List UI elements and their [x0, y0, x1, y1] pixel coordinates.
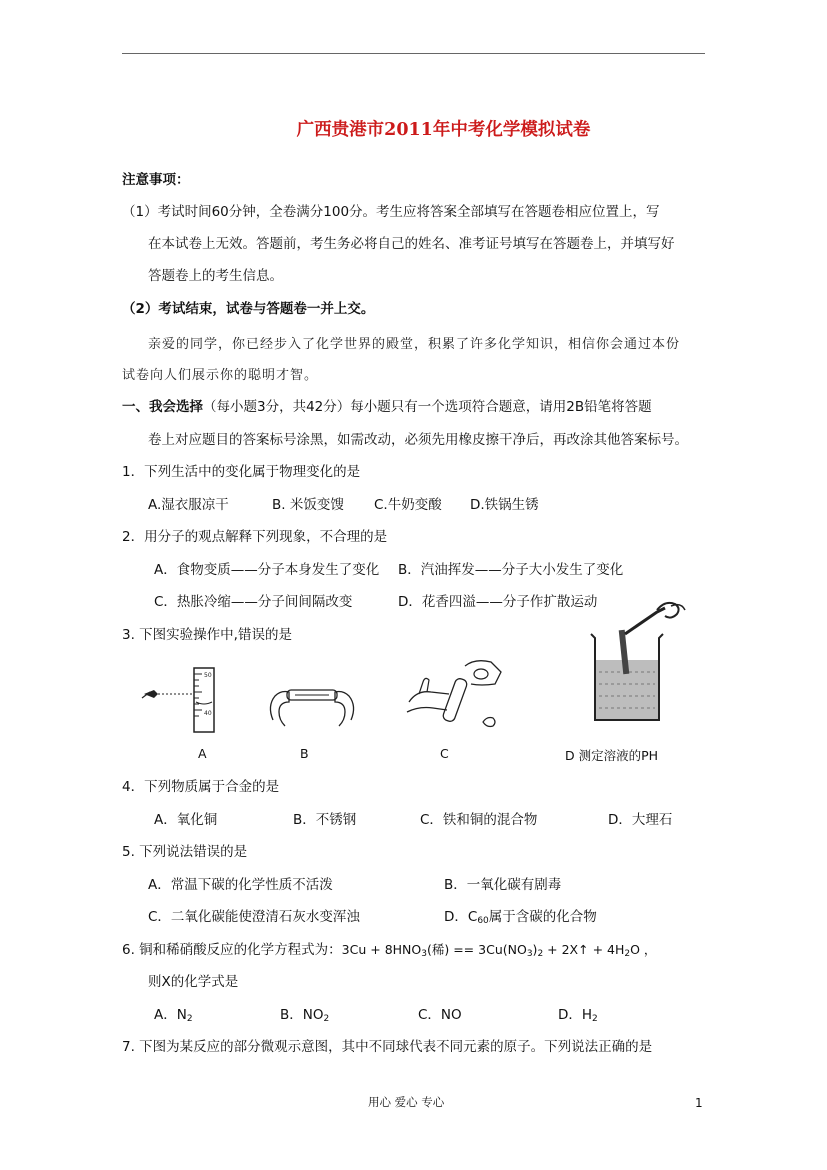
figure-b-test-tube	[265, 680, 360, 730]
q6-b-sub: 2	[323, 1014, 330, 1024]
q5-option-c: C．二氧化碳能使澄清石灰水变浑浊	[148, 909, 360, 925]
section1-number: 一、	[122, 399, 149, 415]
q6-option-c: C．NO	[418, 1007, 462, 1023]
eq-part: (稀) == 3Cu(NO	[426, 942, 527, 957]
eq-sub: 2	[537, 949, 544, 959]
q4-option-a: A．氧化铜	[154, 812, 218, 828]
q6-option-b	[280, 1006, 329, 1028]
page-title: 广西贵港市2011年中考化学模拟试卷	[296, 120, 591, 140]
notice-item1-line1: （1）考试时间60分钟，全卷满分100分。考生应将答案全部填写在答题卷相应位置上，写	[122, 204, 660, 220]
notice-item1-line3: 答题卷上的考生信息。	[148, 268, 283, 284]
section1-name: 我会选择	[149, 399, 203, 415]
q2-option-d: D．花香四溢——分子作扩散运动	[398, 594, 598, 610]
notice-item2: （2）考试结束，试卷与答题卷一并上交。	[122, 301, 375, 317]
notice-item1-line2: 在本试卷上无效。答题前，考生务必将自己的姓名、准考证号填写在答题卷上，并填写好	[148, 236, 675, 252]
figure-b-label: B	[300, 746, 309, 761]
intro-line1: 亲爱的同学，你已经步入了化学世界的殿堂，积累了许多化学知识，相信你会通过本份	[148, 337, 681, 352]
q4-option-b: B．不锈钢	[293, 812, 357, 828]
q6-a-sub: 2	[186, 1014, 193, 1024]
q1-option-d: D.铁锅生锈	[470, 497, 539, 513]
figure-a-scale-bottom: 40	[204, 710, 212, 717]
q2-stem: 2．用分子的观点解释下列现象，不合理的是	[122, 529, 388, 545]
figure-c-label: C	[440, 746, 449, 761]
q6-stem	[122, 941, 656, 963]
q4-stem: 4．下列物质属于合金的是	[122, 779, 280, 795]
footer-text: 用心 爱心 专心	[368, 1095, 445, 1109]
figure-c-adding-solid	[405, 654, 505, 732]
q4-option-c: C．铁和铜的混合物	[420, 812, 538, 828]
q6-d-text: D．H	[558, 1007, 593, 1023]
q5-option-a: A．常温下碳的化学性质不活泼	[148, 877, 333, 893]
section1-desc: （每小题3分，共42分）每小题只有一个选项符合题意，请用2B铅笔将答题	[203, 399, 652, 415]
q5-option-b: B．一氧化碳有剧毒	[444, 877, 562, 893]
figure-d-label: D 测定溶液的PH	[565, 748, 659, 763]
eq-sub: 2	[624, 949, 631, 959]
eq-part: O ，	[630, 942, 657, 957]
eq-part: + 4H	[588, 942, 625, 957]
q2-option-b: B．汽油挥发——分子大小发生了变化	[398, 562, 624, 578]
q6-option-a	[154, 1006, 193, 1028]
q5-option-d	[444, 908, 597, 930]
figure-a-scale-top: 50	[204, 672, 212, 679]
notice-heading: 注意事项：	[122, 172, 190, 188]
header-rule	[122, 53, 705, 54]
q6-d-sub: 2	[592, 1014, 598, 1024]
q6-stem2: 则X的化学式是	[148, 974, 239, 990]
q5-d-prefix: D．C	[444, 909, 478, 925]
eq-sub: 3	[421, 949, 427, 959]
q6-equation	[342, 942, 657, 957]
eq-part: )	[532, 942, 538, 957]
q4-option-d: D．大理石	[608, 812, 673, 828]
q1-option-b: B. 米饭变馊	[272, 497, 344, 513]
intro-line2: 试卷向人们展示你的聪明才智。	[122, 368, 319, 383]
q5-d-sub: 60	[477, 916, 489, 926]
eq-part: + 2X	[543, 942, 579, 957]
page-number: 1	[695, 1096, 703, 1110]
q6-option-d	[558, 1006, 598, 1028]
section1-heading	[122, 398, 652, 416]
section1-desc-line2: 卷上对应题目的答案标号涂黑，如需改动，必须先用橡皮擦干净后，再改涂其他答案标号。	[148, 432, 688, 448]
q3-stem: 3. 下图实验操作中,错误的是	[122, 627, 292, 643]
figure-a-label: A	[198, 746, 207, 761]
q6-stem-text: 6. 铜和稀硝酸反应的化学方程式为：	[122, 942, 342, 958]
figure-a-cylinder-reading	[140, 664, 225, 734]
q6-b-text: B．NO	[280, 1007, 324, 1023]
figure-d-ph-test	[585, 600, 695, 740]
q1-stem: 1．下列生活中的变化属于物理变化的是	[122, 464, 361, 480]
gas-arrow-icon: ↑	[578, 942, 589, 957]
eq-sub: 3	[526, 949, 533, 959]
q6-a-text: A．N	[154, 1007, 187, 1023]
q2-option-c: C．热胀冷缩——分子间间隔改变	[154, 594, 353, 610]
q2-option-a: A．食物变质——分子本身发生了变化	[154, 562, 380, 578]
q5-d-suffix: 属于含碳的化合物	[488, 909, 597, 925]
q5-stem: 5. 下列说法错误的是	[122, 844, 248, 860]
q1-option-c: C.牛奶变酸	[374, 497, 442, 513]
q1-option-a: A.湿衣服凉干	[148, 497, 229, 513]
eq-part: 3Cu + 8HNO	[341, 942, 422, 957]
q7-stem: 7. 下图为某反应的部分微观示意图，其中不同球代表不同元素的原子。下列说法正确的是	[122, 1039, 653, 1055]
